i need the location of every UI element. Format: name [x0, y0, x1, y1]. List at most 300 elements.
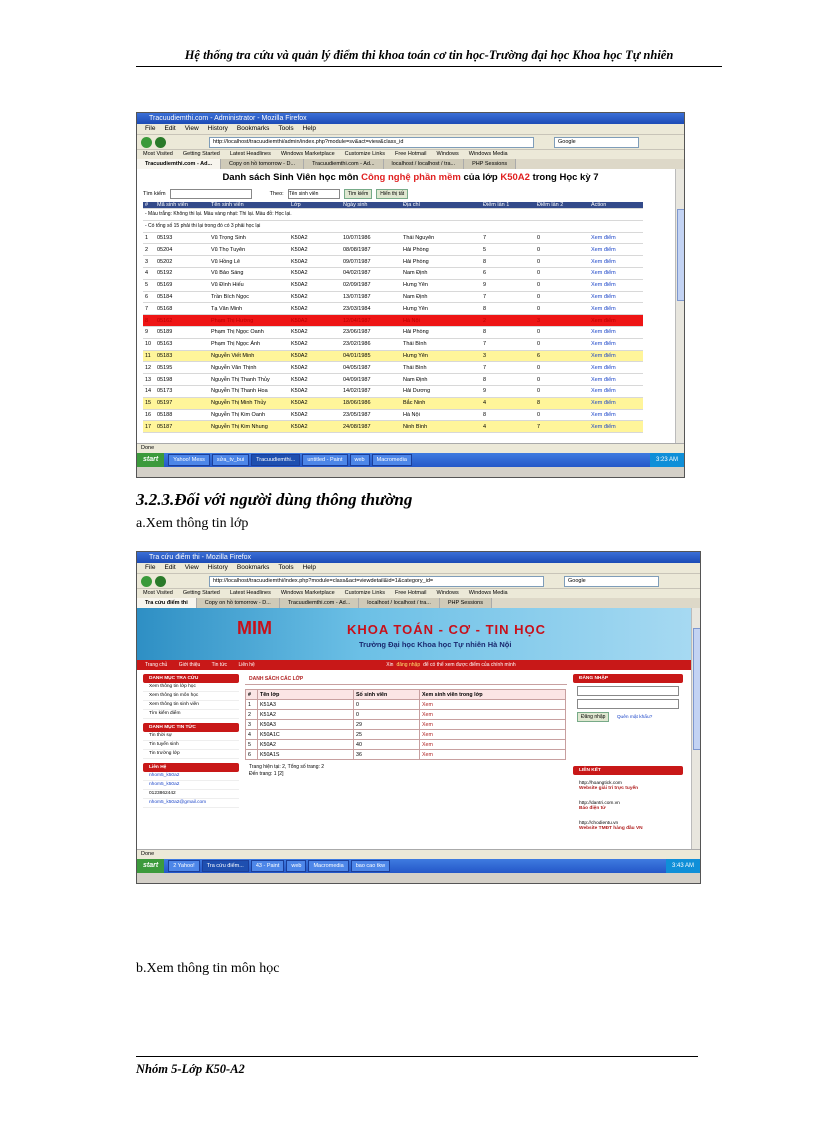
search-input[interactable] [170, 189, 252, 199]
table-row [143, 291, 643, 303]
table-cell: 04/05/1987 [341, 362, 401, 374]
view-class-link[interactable]: Xem [420, 740, 566, 750]
table-cell: 5 [143, 279, 155, 291]
contact-item[interactable]: nhom5_k50a2 [143, 772, 239, 781]
col-header: Lớp [289, 202, 341, 209]
table-cell: 05184 [155, 291, 209, 303]
login-button[interactable]: Đăng nhập [577, 712, 609, 722]
view-score-link[interactable]: Xem điểm [589, 315, 643, 327]
table-cell: 8 [481, 303, 535, 315]
table-cell: Nguyễn Thị Kim Oanh [209, 409, 289, 421]
table-cell: 6 [535, 350, 589, 362]
banner-university: Trường Đại học Khoa học Tự nhiên Hà Nội [359, 640, 512, 649]
table-cell: Thái Bình [401, 362, 481, 374]
taskbar-clock: 3:43 AM [666, 859, 700, 873]
table-cell: 0 [535, 303, 589, 315]
table-cell: 0 [354, 710, 420, 720]
taskbar-item[interactable]: 43 - Paint [251, 860, 285, 872]
browser-tab[interactable]: Tracuudiemthi.com - Ad... [304, 159, 383, 169]
url-input[interactable]: http://localhost/tracuudiemthi/admin/index.php?module=sv&act=view&class_id [209, 137, 534, 148]
view-score-link[interactable]: Xem điểm [589, 244, 643, 256]
view-class-link[interactable]: Xem [420, 750, 566, 760]
title-part: của lớp [463, 172, 498, 183]
table-cell: Nguyễn Thị Minh Thủy [209, 397, 289, 409]
table-cell: Hải Phòng [401, 244, 481, 256]
table-row [143, 303, 643, 315]
scroll-thumb[interactable] [693, 628, 700, 750]
sidebar-item[interactable]: Xem thông tin sinh viên [143, 701, 239, 710]
table-cell: 4 [481, 421, 535, 433]
table-cell: Nguyễn Thị Kim Nhung [209, 421, 289, 433]
student-table [143, 202, 643, 433]
browser-tab[interactable]: localhost / localhost / tra... [359, 598, 440, 608]
url-input[interactable]: http://localhost/tracuudiemthi/index.php?module=class&act=viewdetail&id=1&category_id= [209, 576, 544, 587]
view-score-link[interactable]: Xem điểm [589, 421, 643, 433]
sidebar-item[interactable]: Xem thông tin môn học [143, 692, 239, 701]
login-link[interactable]: đăng nhập [396, 662, 421, 668]
view-score-link[interactable]: Xem điểm [589, 326, 643, 338]
contact-item[interactable]: nhom5_k50a2@gmail.com [143, 799, 239, 808]
menu-file[interactable]: File [145, 125, 156, 132]
link-url[interactable]: http://chodientu.vn [579, 821, 619, 826]
view-score-link[interactable]: Xem điểm [589, 279, 643, 291]
username-input[interactable] [577, 686, 679, 696]
taskbar-item[interactable]: Yahoo! Mess [168, 454, 210, 466]
table-cell: Hà Nội [401, 409, 481, 421]
nav-news[interactable]: Tin tức [211, 662, 228, 668]
browser-tab[interactable]: Tracuudiemthi.com - Ad... [137, 159, 221, 169]
show-all-button[interactable]: Hiển thị tất [376, 189, 408, 199]
bookmarks-bar [137, 588, 700, 598]
bookmark-item[interactable]: Windows Marketplace [280, 590, 335, 596]
by-label: Theo: [269, 191, 284, 197]
table-cell: 0 [535, 291, 589, 303]
col-header: Xem sinh viên trong lớp [420, 690, 566, 700]
back-icon[interactable] [141, 137, 152, 148]
browser-tab[interactable]: PHP Sessions [440, 598, 492, 608]
view-score-link[interactable]: Xem điểm [589, 397, 643, 409]
password-input[interactable] [577, 699, 679, 709]
table-cell: 40 [354, 740, 420, 750]
footer-rule [136, 1056, 698, 1057]
table-cell: 4 [143, 267, 155, 279]
subtitle-a: a.Xem thông tin lớp [136, 516, 249, 531]
sidebar-head-contact: Liên Hệ [143, 763, 239, 772]
browser-tab[interactable]: Tracuudiemthi.com - Ad... [280, 598, 359, 608]
bookmark-item[interactable]: Latest Headlines [229, 151, 271, 157]
table-cell: Nam Định [401, 267, 481, 279]
banner-faculty: KHOA TOÁN - CƠ - TIN HỌC [347, 622, 547, 637]
table-cell: 8 [481, 256, 535, 268]
table-cell: Vũ Đình Hiếu [209, 279, 289, 291]
table-cell: 14 [143, 385, 155, 397]
table-cell: 05192 [155, 267, 209, 279]
link-entry[interactable] [573, 781, 683, 791]
link-entry[interactable] [573, 801, 683, 811]
table-row [143, 421, 643, 433]
table-cell: 9 [143, 326, 155, 338]
table-cell: 16 [143, 409, 155, 421]
taskbar-item[interactable]: untitled - Paint [302, 454, 347, 466]
bookmark-item[interactable]: Most Visited [143, 590, 173, 596]
table-cell: K50A2 [289, 338, 341, 350]
menu-view[interactable]: View [184, 564, 199, 571]
table-cell: 2 [246, 710, 258, 720]
view-class-link[interactable]: Xem [420, 700, 566, 710]
col-header: Địa chỉ [401, 202, 481, 209]
bookmark-item[interactable]: Windows Marketplace [280, 151, 335, 157]
table-cell: Hưng Yên [401, 279, 481, 291]
view-score-link[interactable]: Xem điểm [589, 267, 643, 279]
paging [245, 764, 567, 778]
table-row [246, 710, 566, 720]
link-desc: Báo điện tử [579, 806, 606, 811]
table-cell: 7 [481, 362, 535, 374]
sidebar-item[interactable]: Tìm kiếm điểm [143, 710, 239, 719]
table-cell: Phạm Thị Hường [209, 315, 289, 327]
table-cell: 3 [143, 256, 155, 268]
taskbar-item[interactable]: Macromedia [308, 860, 348, 872]
table-row [143, 315, 643, 327]
table-cell: K50A1S [258, 750, 354, 760]
table-cell: Ninh Bình [401, 421, 481, 433]
nav-about[interactable]: Giới thiệu [178, 662, 201, 668]
col-header: # [143, 202, 155, 209]
table-cell: 13/07/1987 [341, 291, 401, 303]
table-cell: K50A1C [258, 730, 354, 740]
table-cell: 1 [246, 700, 258, 710]
table-cell: K50A2 [289, 326, 341, 338]
browser-tab[interactable]: localhost / localhost / tra... [384, 159, 465, 169]
sidebar-item[interactable]: Tin trường lớp [143, 750, 239, 759]
login-hint-rest: để có thể xem được điểm của chính mình [423, 662, 516, 668]
bookmark-item[interactable]: Getting Started [182, 151, 220, 157]
table-cell: Phạm Thị Ngọc Ánh [209, 338, 289, 350]
table-cell: 04/02/1987 [341, 267, 401, 279]
nav-toolbar [137, 134, 684, 149]
taskbar-item[interactable]: Tra cứu điểm... [202, 860, 249, 872]
table-cell: 23/05/1987 [341, 409, 401, 421]
table-cell: Nguyễn Viết Minh [209, 350, 289, 362]
bookmark-item[interactable]: Getting Started [182, 590, 220, 596]
table-cell: 29 [354, 720, 420, 730]
table-row [246, 740, 566, 750]
taskbar-item[interactable]: bao cao tkw [351, 860, 390, 872]
menu-view[interactable]: View [184, 125, 199, 132]
table-cell: 3 [246, 720, 258, 730]
sidebar-item[interactable]: Tin tuyển sinh [143, 741, 239, 750]
table-cell: 05189 [155, 326, 209, 338]
login-hint: Xin [386, 662, 394, 668]
menu-bar [137, 124, 684, 134]
table-cell: 11 [143, 350, 155, 362]
title-class: K50A2 [500, 172, 530, 183]
forgot-password-link[interactable]: Quên mật khẩu? [616, 715, 653, 720]
table-cell: Nam Định [401, 374, 481, 386]
table-cell: 10/07/1986 [341, 232, 401, 244]
contact-item[interactable]: nhom5_k50a2 [143, 781, 239, 790]
bookmark-item[interactable]: Customize Links [344, 590, 385, 596]
list-title [137, 169, 684, 186]
col-header: Điểm lần 2 [535, 202, 589, 209]
table-cell: K50A2 [289, 350, 341, 362]
view-score-link[interactable]: Xem điểm [589, 338, 643, 350]
taskbar-item[interactable]: Tracuudiemthi... [251, 454, 300, 466]
table-cell: 05163 [155, 338, 209, 350]
table-row [143, 326, 643, 338]
menu-edit[interactable]: Edit [164, 564, 176, 571]
vertical-scrollbar[interactable] [675, 169, 684, 443]
bookmark-item[interactable]: Most Visited [143, 151, 173, 157]
window-title: Tra cứu điểm thi - Mozilla Firefox [149, 554, 252, 561]
view-score-link[interactable]: Xem điểm [589, 385, 643, 397]
scroll-thumb[interactable] [677, 209, 684, 301]
table-cell: 13 [143, 374, 155, 386]
table-row [143, 232, 643, 244]
table-cell: 12 [143, 362, 155, 374]
table-cell: 05197 [155, 397, 209, 409]
menu-bookmarks[interactable]: Bookmarks [236, 125, 270, 132]
back-icon[interactable] [141, 576, 152, 587]
banner-logo: MIM [237, 618, 272, 638]
screenshot-admin-student-list [136, 112, 685, 478]
window-title: Tracuudiemthi.com - Administrator - Mozilla Firefox [149, 115, 307, 122]
table-cell: Thái Bình [401, 338, 481, 350]
title-part: trong Học kỳ 7 [532, 172, 599, 183]
table-cell: 0 [535, 385, 589, 397]
screenshot-class-list [136, 551, 701, 884]
sidebar-head-news: DANH MỤC TIN TỨC [143, 723, 239, 732]
table-cell: K50A2 [289, 244, 341, 256]
table-cell: 05183 [155, 350, 209, 362]
table-cell: Vũ Thọ Tuyên [209, 244, 289, 256]
table-cell: 23/02/1986 [341, 338, 401, 350]
table-row [143, 374, 643, 386]
table-cell: 7 [535, 421, 589, 433]
links-head: LIÊN KẾT [573, 766, 683, 775]
table-cell: K50A2 [289, 232, 341, 244]
view-class-link[interactable]: Xem [420, 730, 566, 740]
status-bar: Done [137, 849, 700, 859]
view-score-link[interactable]: Xem điểm [589, 409, 643, 421]
table-cell: K50A2 [289, 421, 341, 433]
table-row [143, 256, 643, 268]
view-score-link[interactable]: Xem điểm [589, 291, 643, 303]
bookmark-item[interactable]: Customize Links [344, 151, 385, 157]
start-button[interactable]: start [137, 859, 164, 873]
menu-history[interactable]: History [207, 564, 228, 571]
bookmark-item[interactable]: Windows Media [468, 151, 508, 157]
main-heading: DANH SÁCH CÁC LỚP [245, 674, 567, 685]
table-cell: 5 [481, 244, 535, 256]
menu-edit[interactable]: Edit [164, 125, 176, 132]
table-cell: Tạ Văn Minh [209, 303, 289, 315]
table-cell: 8 [481, 409, 535, 421]
nav-toolbar [137, 573, 700, 588]
by-select[interactable]: Tên sinh viên [288, 189, 340, 199]
table-cell: Vũ Bảo Sáng [209, 267, 289, 279]
table-cell: 8 [535, 397, 589, 409]
link-url[interactable]: http://hoangtick.com [579, 781, 622, 786]
page-header: Hệ thống tra cứu và quản lý điểm thi khoa toán cơ tin học-Trường đại học Khoa học Tự nhiên [184, 48, 674, 62]
window-titlebar [137, 113, 684, 124]
table-cell: 23/06/1987 [341, 326, 401, 338]
nav-contact[interactable]: Liên hệ [238, 662, 255, 668]
menu-file[interactable]: File [145, 564, 156, 571]
table-row [143, 244, 643, 256]
col-header: Tên sinh viên [209, 202, 289, 209]
login-head: ĐĂNG NHẬP [573, 674, 683, 683]
view-score-link[interactable]: Xem điểm [589, 350, 643, 362]
view-score-link[interactable]: Xem điểm [589, 256, 643, 268]
table-row [143, 350, 643, 362]
table-row [143, 338, 643, 350]
table-cell: 0 [535, 326, 589, 338]
start-button[interactable]: start [137, 453, 164, 467]
table-row [143, 279, 643, 291]
table-cell: 09/07/1987 [341, 256, 401, 268]
table-header-row [246, 690, 566, 700]
view-class-link[interactable]: Xem [420, 720, 566, 730]
legend-row [143, 209, 643, 221]
table-cell: 9 [481, 279, 535, 291]
menu-tools[interactable]: Tools [278, 125, 294, 132]
taskbar-item[interactable]: 2 Yahoo! [168, 860, 200, 872]
table-cell: K50A2 [289, 409, 341, 421]
table-cell: K50A2 [289, 256, 341, 268]
taskbar-item[interactable]: web [286, 860, 306, 872]
table-cell: 18/06/1986 [341, 397, 401, 409]
table-row [143, 267, 643, 279]
table-cell: Bắc Ninh [401, 397, 481, 409]
view-score-link[interactable]: Xem điểm [589, 374, 643, 386]
table-row [143, 409, 643, 421]
table-row [246, 700, 566, 710]
browser-tab[interactable]: PHP Sessions [464, 159, 516, 169]
table-cell: 8 [481, 374, 535, 386]
table-cell: 0 [535, 256, 589, 268]
search-button[interactable]: Tìm kiếm [344, 189, 373, 199]
search-engine-input[interactable]: Google [564, 576, 659, 587]
bookmark-item[interactable]: Free Hotmail [395, 590, 427, 596]
table-cell: 6 [246, 750, 258, 760]
bookmark-item[interactable]: Windows Media [468, 590, 508, 596]
menu-tools[interactable]: Tools [278, 564, 294, 571]
left-sidebar [143, 674, 239, 808]
table-cell: K50A2 [289, 374, 341, 386]
bookmark-item[interactable]: Windows [436, 151, 459, 157]
taskbar-item[interactable]: Macromedia [372, 454, 412, 466]
table-cell: 8 [143, 315, 155, 327]
table-row [246, 720, 566, 730]
col-header: Ngày sinh [341, 202, 401, 209]
table-cell: 24/08/1987 [341, 421, 401, 433]
site-banner [137, 608, 700, 660]
table-cell: 15 [143, 397, 155, 409]
table-cell: 05187 [155, 421, 209, 433]
table-cell: 8 [481, 326, 535, 338]
paging-current: Trang hiện tại: 2, Tổng số trang: 2 [249, 764, 325, 770]
table-cell: Nguyễn Thị Thanh Hoa [209, 385, 289, 397]
summary-row [143, 220, 643, 232]
table-cell: 0 [535, 267, 589, 279]
table-cell: 05193 [155, 232, 209, 244]
table-cell: K50A2 [289, 267, 341, 279]
forward-icon[interactable] [155, 137, 166, 148]
col-header: # [246, 690, 258, 700]
table-cell: 0 [535, 374, 589, 386]
table-cell: Thái Nguyên [401, 232, 481, 244]
view-class-link[interactable]: Xem [420, 710, 566, 720]
col-header: Điểm lần 1 [481, 202, 535, 209]
table-cell: 25 [354, 730, 420, 740]
table-cell: 23/03/1984 [341, 303, 401, 315]
table-cell: 7 [481, 232, 535, 244]
col-header: Tên lớp [258, 690, 354, 700]
menu-bar [137, 563, 700, 573]
vertical-scrollbar[interactable] [691, 608, 700, 849]
taskbar-item[interactable]: sửa_tv_bui [212, 454, 249, 466]
table-cell: 0 [535, 409, 589, 421]
nav-home[interactable]: Trang chủ [145, 662, 168, 668]
menu-help[interactable]: Help [302, 125, 316, 132]
table-cell: K50A2 [289, 303, 341, 315]
contact-item: 0123862442 [143, 790, 239, 799]
table-cell: 05195 [155, 362, 209, 374]
link-entry[interactable] [573, 821, 683, 831]
sidebar-item[interactable]: Xem thông tin lớp học [143, 683, 239, 692]
table-row [143, 362, 643, 374]
table-cell: Vũ Trọng Sinh [209, 232, 289, 244]
title-part: Danh sách Sinh Viên học môn [222, 172, 359, 183]
browser-tabs [137, 598, 700, 608]
browser-tabs [137, 159, 684, 169]
table-cell: K51A2 [258, 710, 354, 720]
view-score-link[interactable]: Xem điểm [589, 303, 643, 315]
table-cell: Nam Định [401, 291, 481, 303]
view-score-link[interactable]: Xem điểm [589, 232, 643, 244]
table-cell: 05169 [155, 279, 209, 291]
taskbar-item[interactable]: web [350, 454, 370, 466]
table-cell: 7 [481, 291, 535, 303]
table-row [246, 750, 566, 760]
table-cell: K50A2 [289, 397, 341, 409]
view-score-link[interactable]: Xem điểm [589, 362, 643, 374]
bookmark-item[interactable]: Latest Headlines [229, 590, 271, 596]
search-engine-input[interactable]: Google [554, 137, 639, 148]
link-url[interactable]: http://dantri.com.vn [579, 801, 620, 806]
top-nav [137, 660, 700, 670]
browser-tab[interactable]: Copy on hồ tomorrow - D... [197, 598, 280, 608]
browser-tab[interactable]: Copy on hồ tomorrow - D... [221, 159, 304, 169]
table-cell: 0 [535, 244, 589, 256]
sidebar-head-lookup: DANH MỤC TRA CỨU [143, 674, 239, 683]
table-cell: 9 [481, 385, 535, 397]
page-footer: Nhóm 5-Lớp K50-A2 [136, 1062, 245, 1076]
table-cell: 05173 [155, 385, 209, 397]
forward-icon[interactable] [155, 576, 166, 587]
menu-history[interactable]: History [207, 125, 228, 132]
browser-tab[interactable]: Tra cứu điểm thi [137, 598, 197, 608]
bookmarks-bar [137, 149, 684, 159]
sidebar-item[interactable]: Tin thời sự [143, 732, 239, 741]
paging-goto[interactable]: Đến trang: 1 [2] [249, 771, 284, 777]
menu-help[interactable]: Help [302, 564, 316, 571]
bookmark-item[interactable]: Free Hotmail [395, 151, 427, 157]
bookmark-item[interactable]: Windows [436, 590, 459, 596]
table-cell: 2 [481, 315, 535, 327]
menu-bookmarks[interactable]: Bookmarks [236, 564, 270, 571]
